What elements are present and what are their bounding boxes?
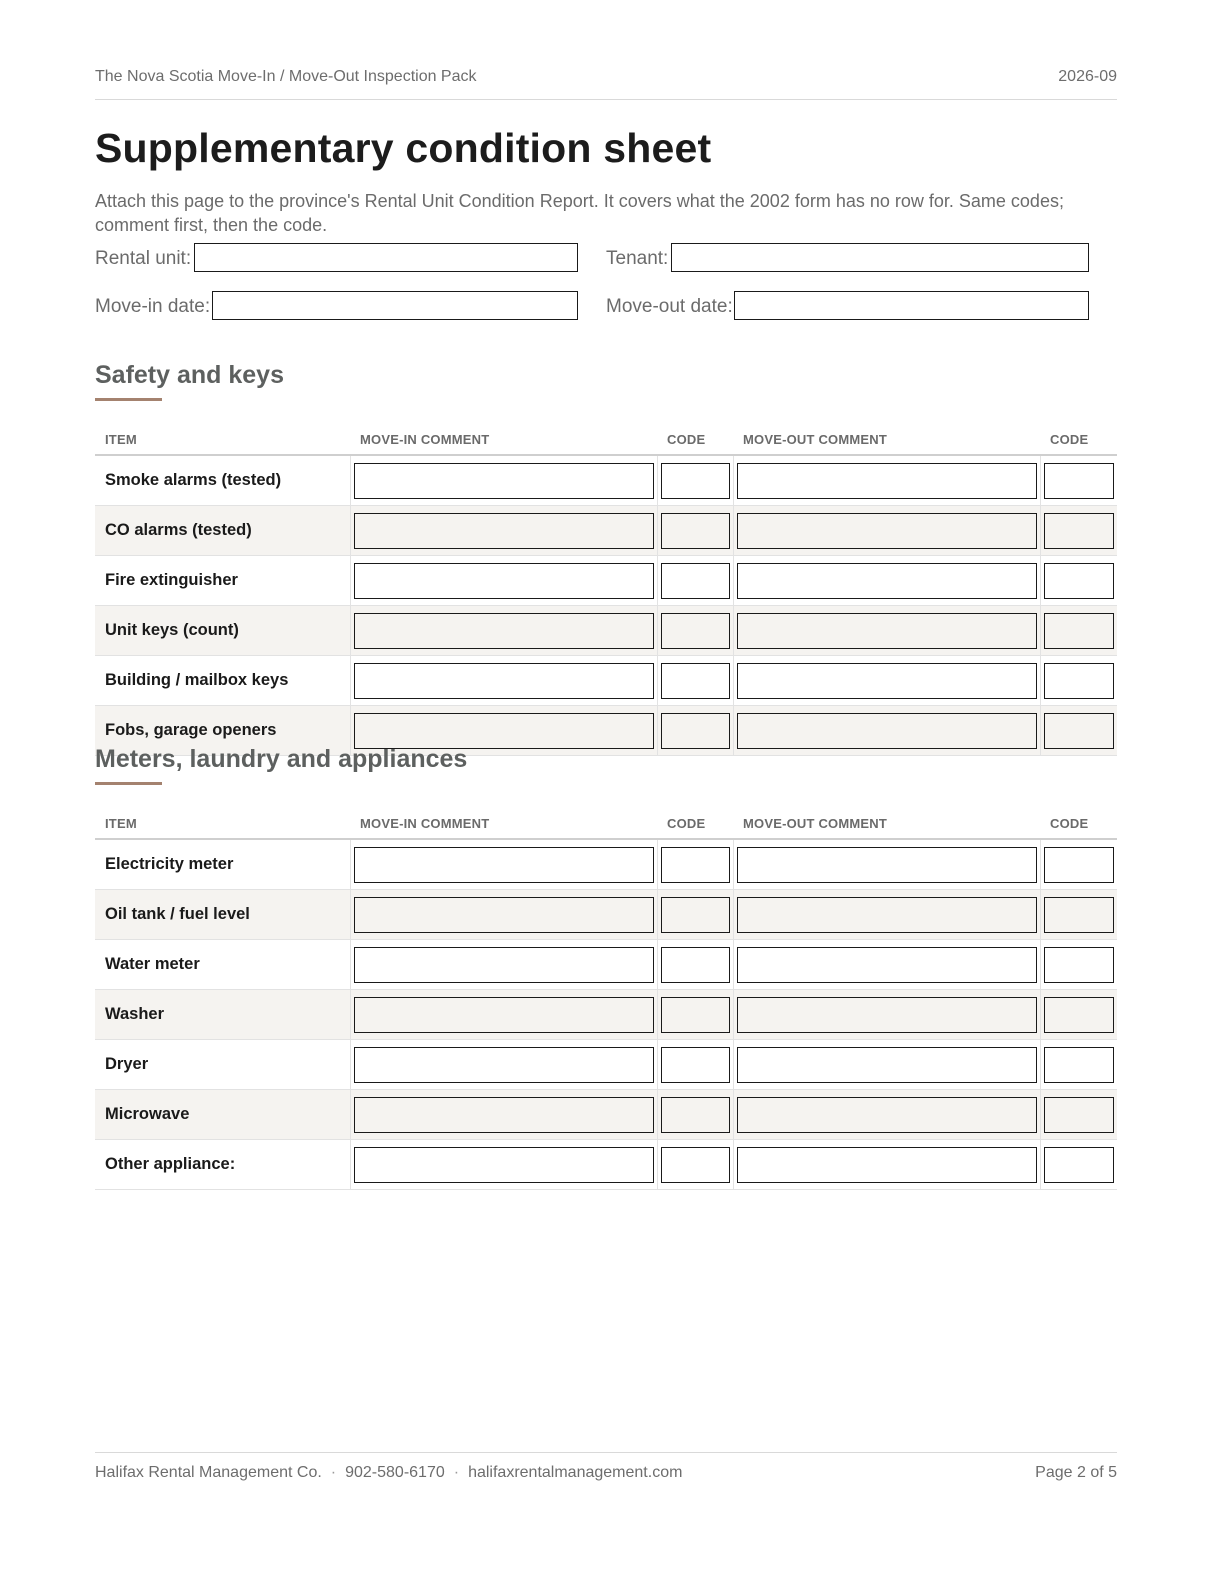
item-label: Building / mailbox keys <box>95 656 350 706</box>
item-label: Other appliance: <box>95 1140 350 1190</box>
move-out-code-field[interactable] <box>1044 847 1115 883</box>
page-footer <box>95 1452 1117 1493</box>
move-in-comment-field[interactable] <box>354 1147 654 1183</box>
move-out-code-field[interactable] <box>1044 563 1115 599</box>
footer-contact <box>95 1464 682 1482</box>
table-cell <box>350 1040 657 1090</box>
column-header-move-in-comment: MOVE-IN COMMENT <box>350 808 657 839</box>
item-label: Unit keys (count) <box>95 606 350 656</box>
column-header-move-out-comment: MOVE-OUT COMMENT <box>733 424 1040 455</box>
footer-separator: · <box>330 1464 337 1481</box>
table-row <box>95 506 1117 556</box>
move-out-comment-field[interactable] <box>737 563 1037 599</box>
table-cell <box>733 706 1040 756</box>
item-label: Dryer <box>95 1040 350 1090</box>
move-out-code-field[interactable] <box>1044 947 1115 983</box>
move-in-date-field[interactable] <box>212 291 578 320</box>
move-in-comment-field[interactable] <box>354 1097 654 1133</box>
footer-phone: 902-580-6170 <box>345 1464 445 1481</box>
item-label: Fobs, garage openers <box>95 706 350 756</box>
move-out-comment-field[interactable] <box>737 897 1037 933</box>
document-title: The Nova Scotia Move-In / Move-Out Inspection Pack <box>95 68 477 85</box>
table-row <box>95 839 1117 890</box>
table-cell <box>350 1090 657 1140</box>
section-underline <box>95 398 162 401</box>
table-row <box>95 556 1117 606</box>
table-cell <box>657 1040 733 1090</box>
table-cell <box>733 1140 1040 1190</box>
table-cell <box>657 890 733 940</box>
rental-unit-field[interactable] <box>194 243 578 272</box>
move-in-code-field[interactable] <box>661 463 730 499</box>
move-in-comment-field[interactable] <box>354 997 654 1033</box>
table-cell <box>733 606 1040 656</box>
footer-company: Halifax Rental Management Co. <box>95 1464 322 1481</box>
move-out-code-field[interactable] <box>1044 897 1115 933</box>
move-in-comment-field[interactable] <box>354 663 654 699</box>
move-out-comment-field[interactable] <box>737 947 1037 983</box>
table-cell <box>657 1090 733 1140</box>
move-in-code-field[interactable] <box>661 1097 730 1133</box>
rental-unit-label: Rental unit: <box>95 248 192 269</box>
move-in-comment-field[interactable] <box>354 897 654 933</box>
move-in-comment-field[interactable] <box>354 847 654 883</box>
table-cell <box>657 990 733 1040</box>
move-out-code-field[interactable] <box>1044 613 1115 649</box>
item-label: Microwave <box>95 1090 350 1140</box>
move-in-code-field[interactable] <box>661 713 730 749</box>
page-header <box>95 68 1117 100</box>
column-header-move-out-comment: MOVE-OUT COMMENT <box>733 808 1040 839</box>
move-in-code-field[interactable] <box>661 947 730 983</box>
move-in-comment-field[interactable] <box>354 563 654 599</box>
document-date: 2026-09 <box>1058 68 1117 85</box>
tenant-field[interactable] <box>671 243 1089 272</box>
move-in-comment-field[interactable] <box>354 1047 654 1083</box>
move-in-code-field[interactable] <box>661 997 730 1033</box>
table-cell <box>657 506 733 556</box>
move-out-date-label: Move-out date: <box>606 296 733 317</box>
table-row <box>95 940 1117 990</box>
move-out-comment-field[interactable] <box>737 513 1037 549</box>
column-header-code: CODE <box>1040 424 1117 455</box>
table-cell <box>350 1140 657 1190</box>
footer-website: halifaxrentalmanagement.com <box>468 1464 683 1481</box>
item-label: Electricity meter <box>95 839 350 890</box>
table-row <box>95 1040 1117 1090</box>
move-out-code-field[interactable] <box>1044 463 1115 499</box>
table-row <box>95 990 1117 1040</box>
table-cell <box>350 455 657 506</box>
table-row <box>95 455 1117 506</box>
table-cell <box>1040 506 1117 556</box>
table-cell <box>657 656 733 706</box>
column-header-move-in-comment: MOVE-IN COMMENT <box>350 424 657 455</box>
table-cell <box>657 556 733 606</box>
move-out-code-field[interactable] <box>1044 1147 1115 1183</box>
move-out-comment-field[interactable] <box>737 1097 1037 1133</box>
move-out-comment-field[interactable] <box>737 613 1037 649</box>
table-cell <box>1040 556 1117 606</box>
move-out-comment-field[interactable] <box>737 997 1037 1033</box>
move-in-code-field[interactable] <box>661 663 730 699</box>
item-label: Water meter <box>95 940 350 990</box>
move-in-comment-field[interactable] <box>354 613 654 649</box>
move-in-code-field[interactable] <box>661 847 730 883</box>
move-out-code-field[interactable] <box>1044 663 1115 699</box>
table-cell <box>657 1140 733 1190</box>
table-row <box>95 1140 1117 1190</box>
table-cell <box>350 506 657 556</box>
table-row <box>95 656 1117 706</box>
table-cell <box>1040 1140 1117 1190</box>
item-label: Fire extinguisher <box>95 556 350 606</box>
move-out-code-field[interactable] <box>1044 1097 1115 1133</box>
table-cell <box>350 606 657 656</box>
table-cell <box>350 556 657 606</box>
table-cell <box>733 1040 1040 1090</box>
table-cell <box>1040 455 1117 506</box>
table-cell <box>733 940 1040 990</box>
meters-appliances-table <box>95 808 1117 1190</box>
table-cell <box>733 656 1040 706</box>
move-in-comment-field[interactable] <box>354 713 654 749</box>
table-cell <box>350 890 657 940</box>
item-label: Smoke alarms (tested) <box>95 455 350 506</box>
move-in-date-label: Move-in date: <box>95 296 211 317</box>
move-in-comment-field[interactable] <box>354 463 654 499</box>
section-heading-meters-laundry-appliances: Meters, laundry and appliances <box>95 745 468 773</box>
table-cell <box>1040 1090 1117 1140</box>
move-in-code-field[interactable] <box>661 897 730 933</box>
table-cell <box>350 990 657 1040</box>
table-cell <box>1040 706 1117 756</box>
move-in-code-field[interactable] <box>661 1147 730 1183</box>
move-out-code-field[interactable] <box>1044 513 1115 549</box>
table-row <box>95 606 1117 656</box>
table-cell <box>1040 890 1117 940</box>
page-number: Page 2 of 5 <box>1035 1464 1117 1481</box>
move-in-code-field[interactable] <box>661 1047 730 1083</box>
item-label: Oil tank / fuel level <box>95 890 350 940</box>
move-out-comment-field[interactable] <box>737 1147 1037 1183</box>
table-cell <box>350 656 657 706</box>
column-header-code: CODE <box>1040 808 1117 839</box>
table-cell <box>1040 606 1117 656</box>
column-header-code: CODE <box>657 424 733 455</box>
table-cell <box>657 606 733 656</box>
footer-separator: · <box>453 1464 460 1481</box>
move-out-date-field[interactable] <box>734 291 1089 320</box>
column-header-code: CODE <box>657 808 733 839</box>
table-cell <box>733 556 1040 606</box>
table-cell <box>657 940 733 990</box>
section-heading-safety-keys: Safety and keys <box>95 361 284 389</box>
table-cell <box>1040 1040 1117 1090</box>
table-cell <box>733 455 1040 506</box>
table-cell <box>733 890 1040 940</box>
move-in-code-field[interactable] <box>661 613 730 649</box>
table-cell <box>733 506 1040 556</box>
table-cell <box>350 839 657 890</box>
safety-keys-table <box>95 424 1117 756</box>
page-title: Supplementary condition sheet <box>95 125 712 171</box>
table-cell <box>733 839 1040 890</box>
table-cell <box>1040 940 1117 990</box>
tenant-label: Tenant: <box>606 248 669 269</box>
move-out-comment-field[interactable] <box>737 713 1037 749</box>
move-out-comment-field[interactable] <box>737 663 1037 699</box>
table-cell <box>1040 656 1117 706</box>
section-underline <box>95 782 162 785</box>
move-out-code-field[interactable] <box>1044 1047 1115 1083</box>
move-out-comment-field[interactable] <box>737 1047 1037 1083</box>
move-out-code-field[interactable] <box>1044 997 1115 1033</box>
move-in-code-field[interactable] <box>661 563 730 599</box>
table-cell <box>350 940 657 990</box>
table-cell <box>733 990 1040 1040</box>
move-in-comment-field[interactable] <box>354 947 654 983</box>
move-out-comment-field[interactable] <box>737 463 1037 499</box>
table-cell <box>733 1090 1040 1140</box>
column-header-item: ITEM <box>95 808 350 839</box>
move-in-comment-field[interactable] <box>354 513 654 549</box>
table-cell <box>1040 990 1117 1040</box>
move-out-comment-field[interactable] <box>737 847 1037 883</box>
table-cell <box>657 839 733 890</box>
table-cell <box>1040 839 1117 890</box>
table-cell <box>657 706 733 756</box>
table-cell <box>657 455 733 506</box>
table-row <box>95 890 1117 940</box>
move-in-code-field[interactable] <box>661 513 730 549</box>
table-row <box>95 1090 1117 1140</box>
item-label: Washer <box>95 990 350 1040</box>
intro-text: Attach this page to the province's Rental Unit Condition Report. It covers what the 2002 form has no row for. Same codes; comment first, then the code. <box>95 191 1064 235</box>
move-out-code-field[interactable] <box>1044 713 1115 749</box>
column-header-item: ITEM <box>95 424 350 455</box>
item-label: CO alarms (tested) <box>95 506 350 556</box>
